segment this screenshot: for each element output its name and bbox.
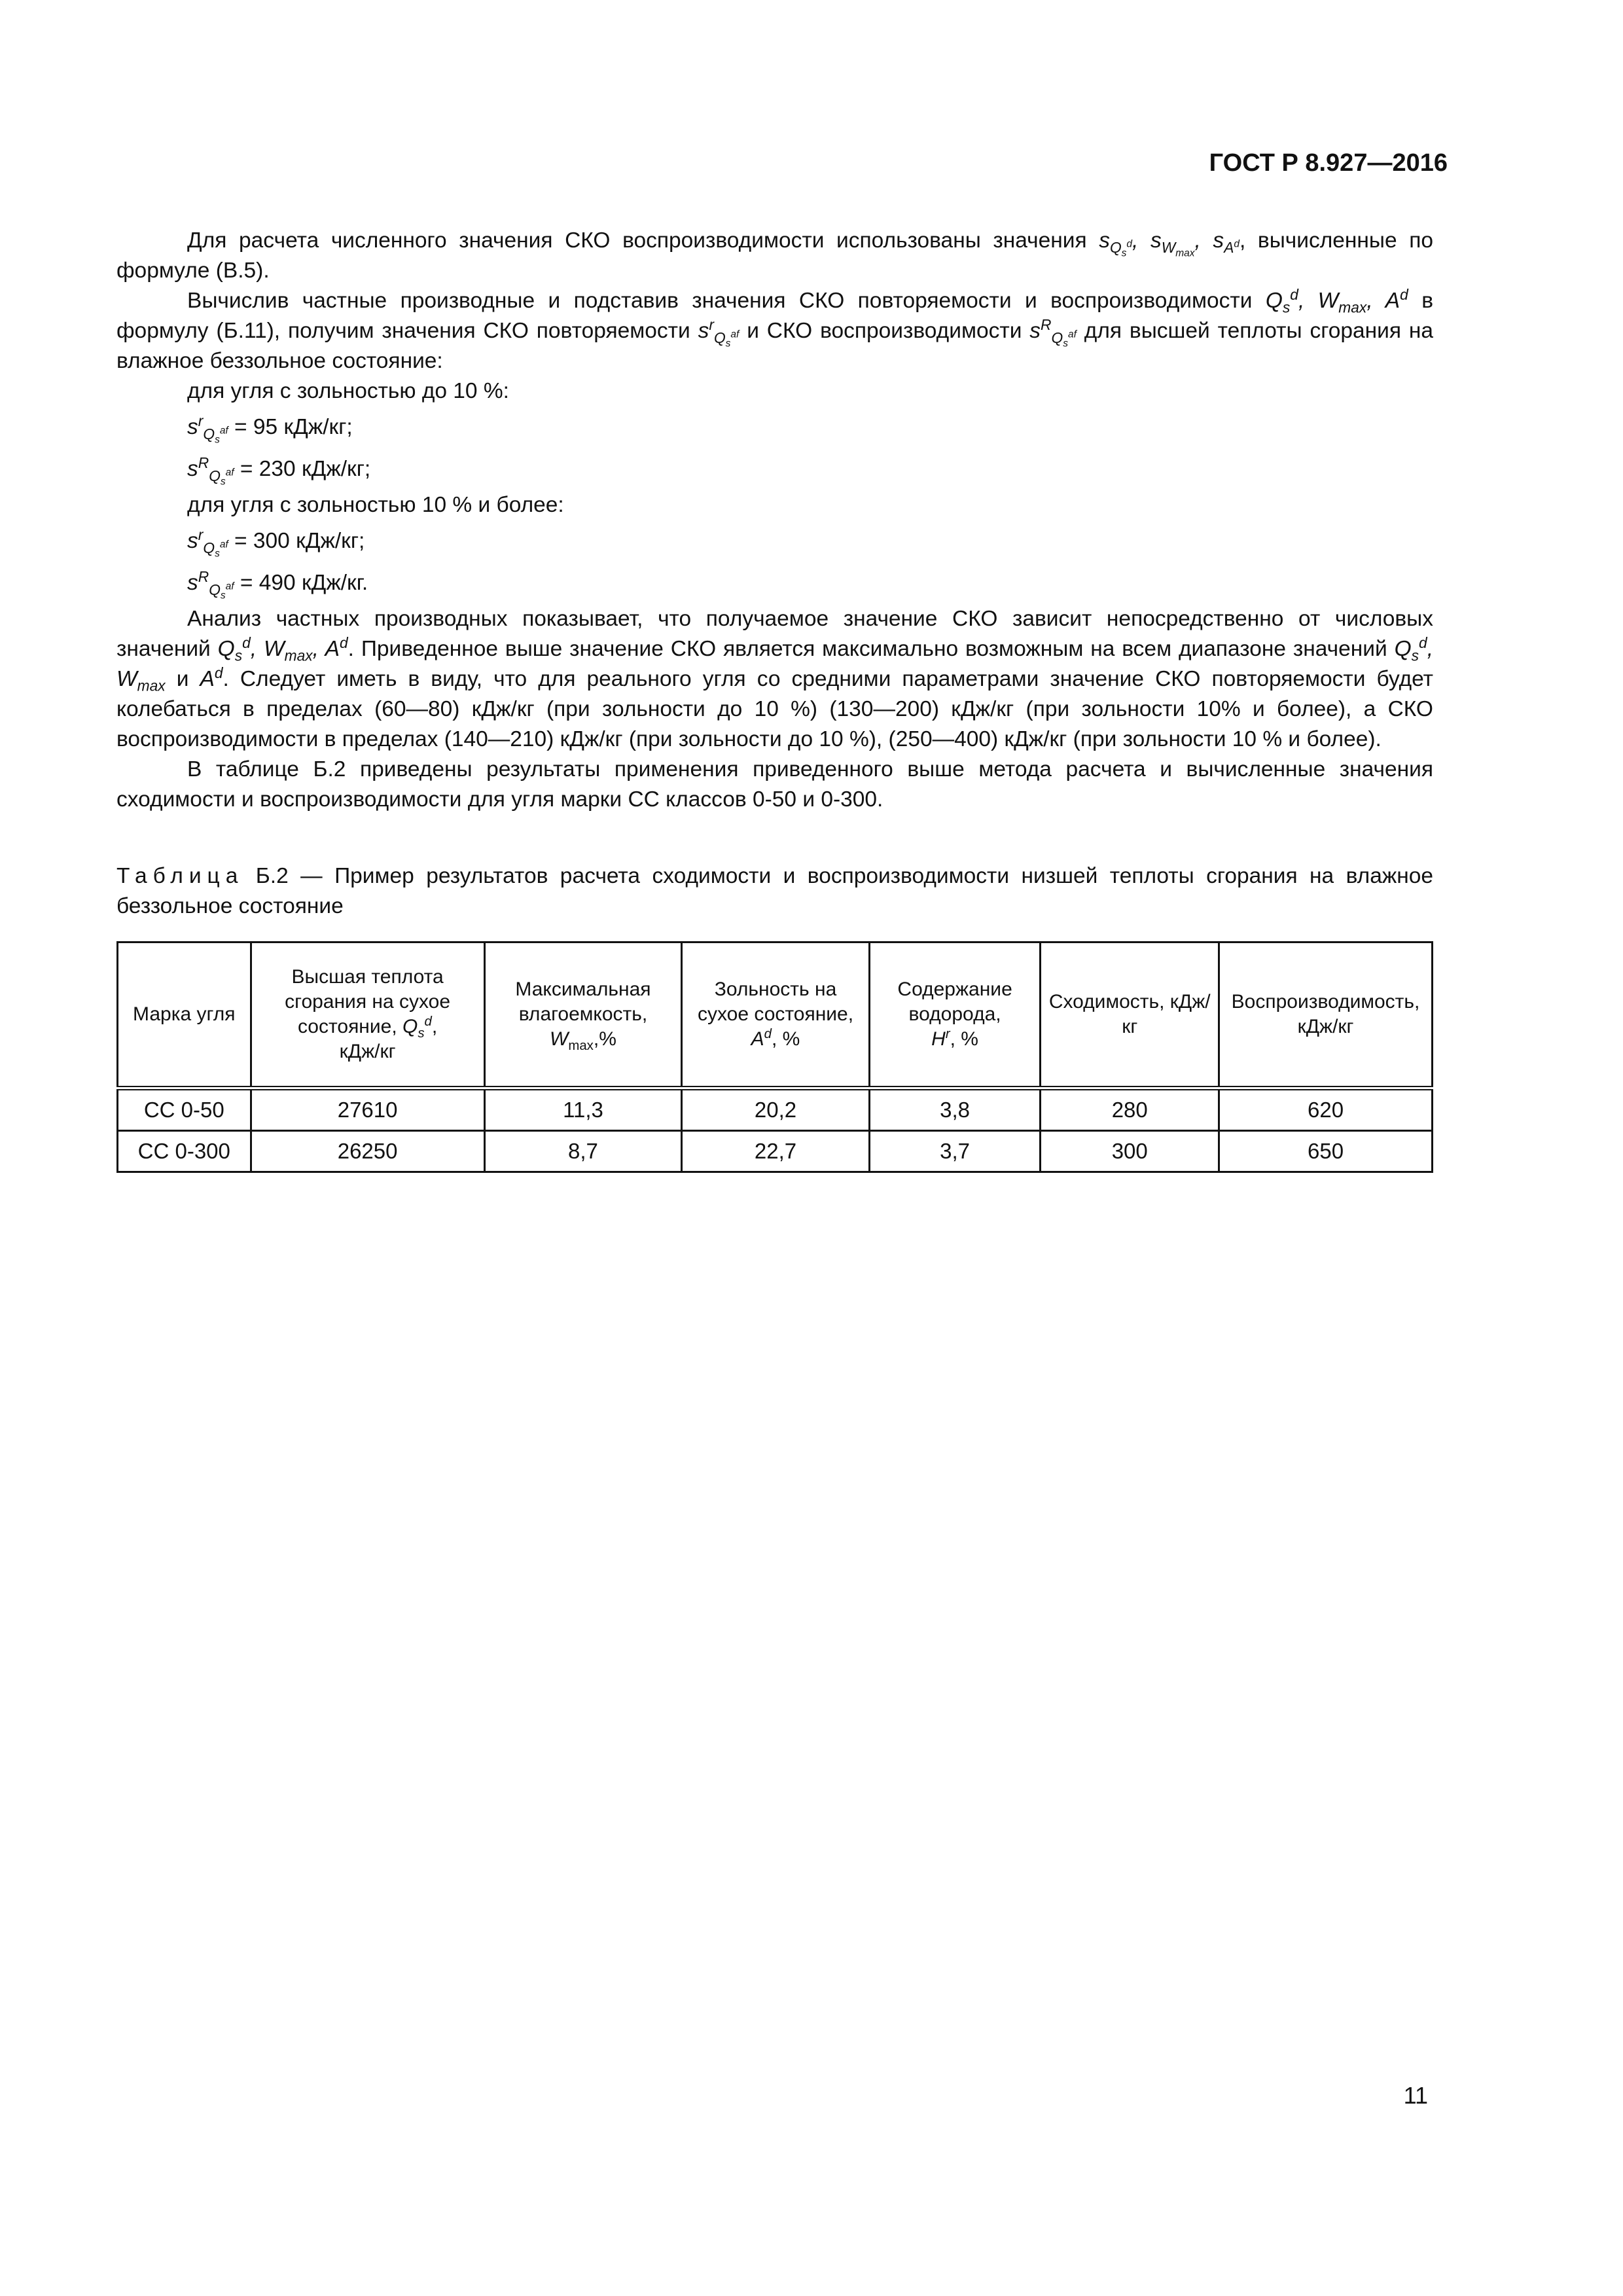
header-moisture: Максимальная влагоемкость, $W_{max},\%$ [484, 942, 682, 1088]
high-ash-intro: для угля с зольностью 10 % и более: [187, 493, 564, 517]
paragraph-3 [116, 604, 1433, 755]
formula: $A^d$ [200, 664, 223, 691]
page-number: 11 [1403, 2082, 1428, 2109]
text-run: в формулу (Б.11), получим значения СКО повторяемости [116, 289, 1433, 343]
cell-calorific: 27610 [251, 1088, 484, 1131]
formula-high-ash-repeatability: $s^r_{Q_s^{af}} = 300$ кДж/кг; [187, 526, 365, 560]
table-caption [116, 861, 1433, 922]
formula: $s_{Q_s^d}$, $s_{W_{max}}$, $s_{A^d}$ [1099, 228, 1240, 259]
text-run: Вычислив частные производные и подставив значения СКО повторяемости и воспроизводимости [187, 289, 1266, 313]
text-run: для высшей теплоты сгорания на влажное беззольное состояние: [116, 319, 1433, 373]
header-repeatability: Сходимость, кДж/кг [1041, 942, 1219, 1088]
text-run: . Следует иметь в виду, что для реального угля со средними параметрами значение СКО повторяемости будет колебаться в пределах (60—80) кДж/кг (при зольности до 10 %) (130—200) кДж/кг (при зольности 10% и более), а СКО воспроизводимости в пределах (140—210) кДж/кг (при зольности до 10 %), (250—400) кДж/кг (при зольности 10 % и более). [116, 667, 1434, 751]
text-run: и СКО воспроизводимости [739, 319, 1030, 343]
text-run: , вычисленные по формуле (В.5). [116, 228, 1433, 283]
cell-repeatability: 300 [1041, 1131, 1219, 1172]
cell-moisture: 8,7 [484, 1131, 682, 1172]
header-grade: Марка угля [118, 942, 251, 1088]
cell-reproducibility: 620 [1219, 1088, 1433, 1131]
formula-value: = 95 кДж/кг; [234, 415, 353, 439]
table-row [118, 1088, 1433, 1131]
cell-ash: 22,7 [682, 1131, 869, 1172]
header-reproducibility: Воспроизводимость, кДж/кг [1219, 942, 1433, 1088]
body-text [116, 226, 1433, 815]
low-ash-intro: для угля с зольностью до 10 %: [187, 379, 509, 403]
paragraph-4: В таблице Б.2 приведены результаты применения приведенного выше метода расчета и вычисленные значения сходимости и воспроизводимости для угля марки СС классов 0-50 и 0-300. [116, 757, 1433, 812]
document-id-header: ГОСТ Р 8.927—2016 [1209, 149, 1448, 177]
formula-value: = 230 кДж/кг; [240, 457, 371, 481]
formula: $Q_s^d$, $W_{max}$, $A^d$ [1265, 285, 1408, 316]
caption-label: Таблица [116, 864, 244, 888]
cell-moisture: 11,3 [484, 1088, 682, 1131]
cell-calorific: 26250 [251, 1131, 484, 1172]
paragraph-2 [116, 286, 1433, 376]
cell-repeatability: 280 [1041, 1088, 1219, 1131]
formula-high-ash-reproducibility: $s^R_{Q_s^{af}} = 490$ кДж/кг. [187, 567, 368, 601]
header-calorific: Высшая теплота сгорания на сухое состояние, $Q_s^d$, кДж/кг [251, 942, 484, 1088]
formula-value: = 300 кДж/кг; [234, 529, 365, 553]
cell-hydrogen: 3,8 [869, 1088, 1041, 1131]
formula: $s^R_{Q_s^{af}}$ [1029, 315, 1077, 350]
paragraph-1 [116, 226, 1433, 286]
text-run: Для расчета численного значения СКО воспроизводимости использованы значения [187, 228, 1099, 253]
header-ash: Зольность на сухое состояние, $A^d$, % [682, 942, 869, 1088]
table-row [118, 1131, 1433, 1172]
text-run: и [165, 667, 200, 691]
cell-grade: СС 0-50 [118, 1088, 251, 1131]
formula-low-ash-reproducibility: $s^R_{Q_s^{af}} = 230$ кДж/кг; [187, 454, 371, 488]
formula-value: = 490 кДж/кг. [240, 571, 368, 595]
cell-reproducibility: 650 [1219, 1131, 1433, 1172]
formula: $s^r_{Q_s^{af}}$ [698, 315, 740, 350]
formula: $Q_s^d$, $W_{max}$ [116, 634, 1434, 694]
formula-low-ash-repeatability: $s^r_{Q_s^{af}} = 95$ кДж/кг; [187, 412, 353, 446]
cell-grade: СС 0-300 [118, 1131, 251, 1172]
caption-text: Б.2 — Пример результатов расчета сходимости и воспроизводимости низшей теплоты сгорания на влажное беззольное состояние [116, 864, 1433, 918]
cell-ash: 20,2 [682, 1088, 869, 1131]
header-hydrogen: Содержание водорода, $H^r$, % [869, 942, 1041, 1088]
cell-hydrogen: 3,7 [869, 1131, 1041, 1172]
text-run: Анализ частных производных показывает, что получаемое значение СКО зависит непосредственно от числовых значений [116, 607, 1433, 661]
text-run: . Приведенное выше значение СКО является максимально возможным на всем диапазоне значений [348, 637, 1395, 661]
table-header-row [118, 942, 1433, 1088]
results-table [116, 941, 1433, 1173]
formula: $Q_s^d$, $W_{max}$, $A^d$ [217, 634, 348, 664]
